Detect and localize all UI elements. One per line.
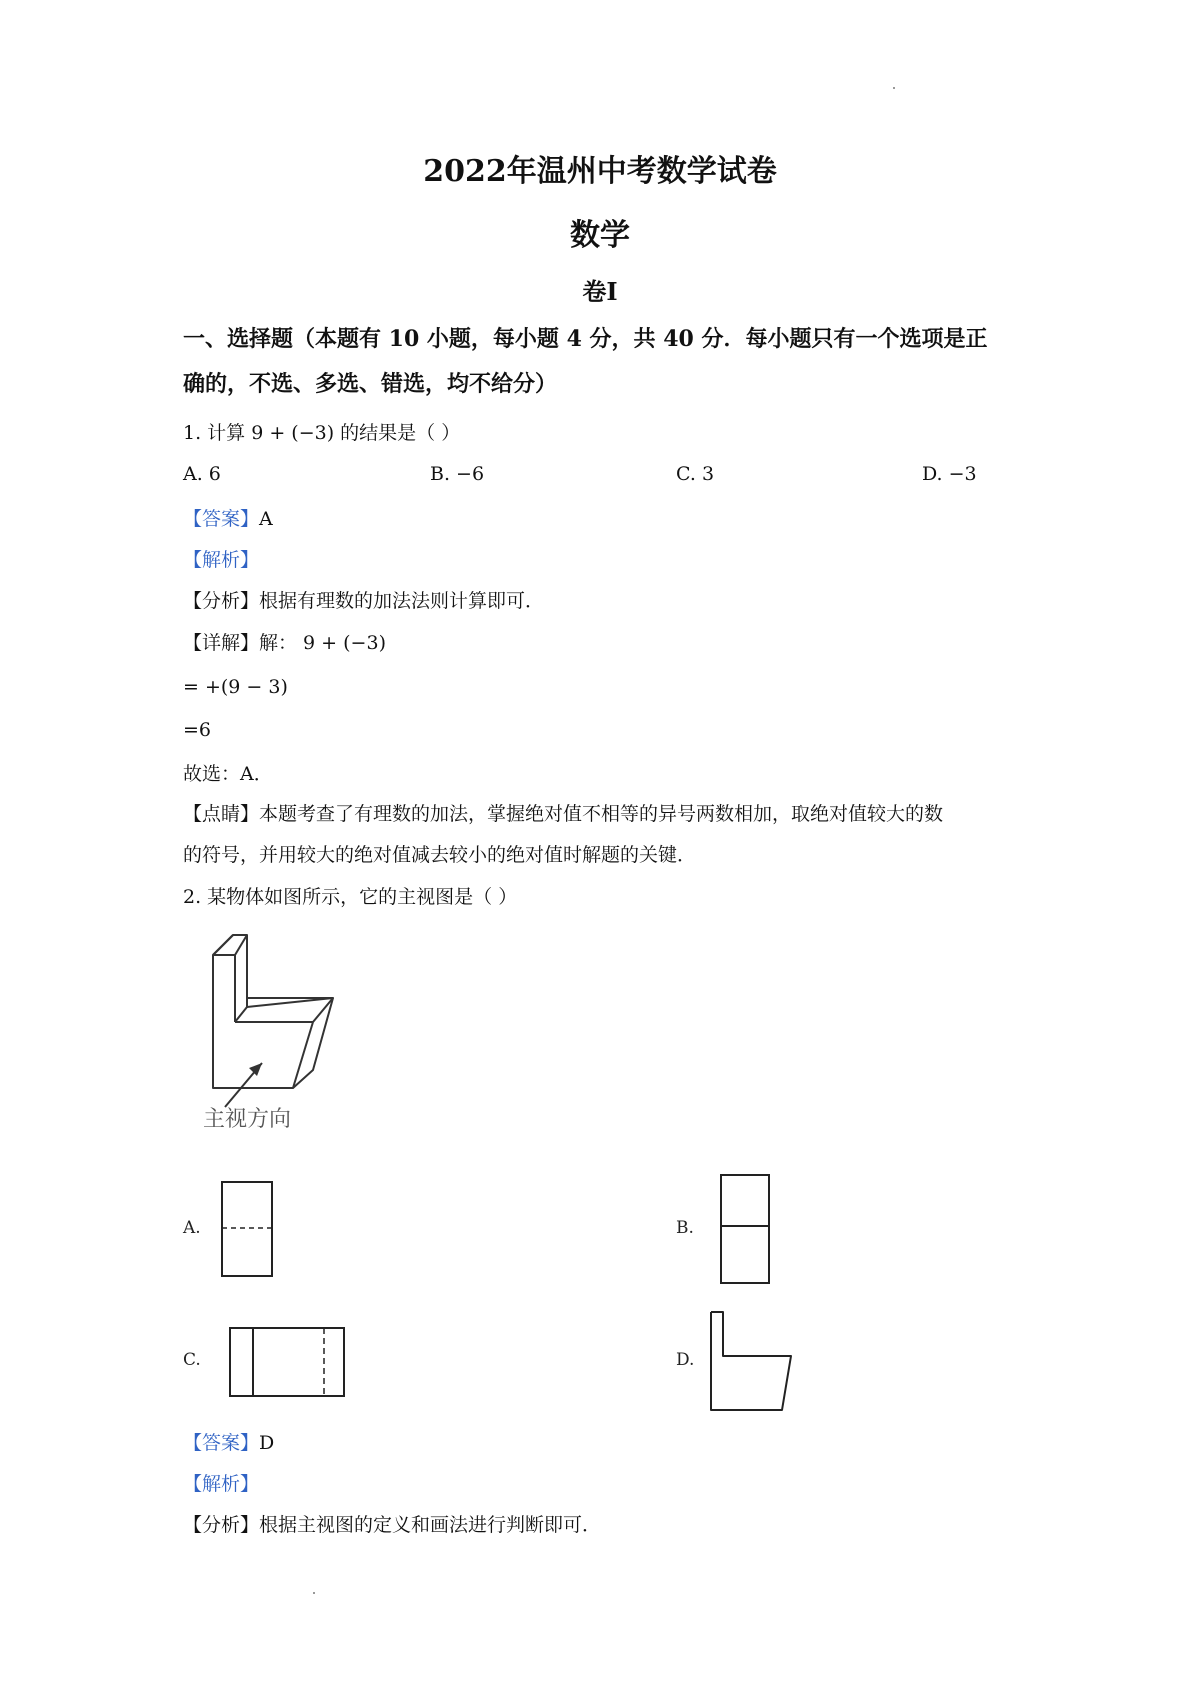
q1-answer: A	[259, 508, 273, 530]
page-title: 2022年温州中考数学试卷	[423, 154, 777, 189]
q2-option-a-label: A.	[183, 1218, 201, 1238]
q1-answer-tag: 【答案】	[183, 508, 260, 530]
q1-answer-row	[183, 504, 273, 531]
q1-conclusion: 故选：A．	[183, 763, 273, 785]
q2-fenxi-row	[183, 1510, 601, 1537]
q1-step2: =6	[183, 719, 212, 741]
volume-title: 卷Ⅰ	[582, 277, 618, 306]
q2-fenxi-tag: 【分析】	[183, 1514, 260, 1536]
scan-dot-top	[893, 87, 895, 89]
q1-xiangjie-row	[183, 628, 386, 655]
q2-analysis-tag: 【解析】	[183, 1473, 260, 1495]
q1-option-a: A. 6	[183, 463, 221, 485]
subject-title: 数学	[570, 218, 630, 253]
q2-stem: 2. 某物体如图所示，它的主视图是（ ）	[183, 886, 518, 908]
q2-option-c-label: C.	[183, 1350, 201, 1370]
q2-option-b-figure	[719, 1173, 779, 1288]
q1-fenxi: 根据有理数的加法法则计算即可．	[259, 590, 545, 612]
arrow-head-icon	[249, 1063, 262, 1076]
q1-xiangjie: 解： 9 + (−3)	[259, 632, 386, 654]
section-heading-line1: 一、选择题（本题有 10 小题，每小题 4 分，共 40 分．每小题只有一个选项是正	[183, 326, 988, 352]
q1-fenxi-tag: 【分析】	[183, 590, 260, 612]
q2-option-d-figure	[709, 1310, 799, 1420]
q1-xiangjie-tag: 【详解】	[183, 632, 260, 654]
scan-dot-bottom	[313, 1592, 315, 1594]
q1-analysis-tag: 【解析】	[183, 549, 260, 571]
q1-dianjing-tag: 【点睛】	[183, 803, 260, 825]
q1-step1: = +(9 − 3)	[183, 676, 288, 698]
q2-fenxi: 根据主视图的定义和画法进行判断即可．	[259, 1514, 602, 1536]
q2-option-d-label: D.	[676, 1350, 695, 1370]
q2-answer: D	[259, 1432, 275, 1454]
figure-caption: 主视方向	[203, 1107, 292, 1132]
q2-answer-tag: 【答案】	[183, 1432, 260, 1454]
section-heading-line2: 确的，不选、多选、错选，均不给分）	[183, 371, 558, 397]
q2-option-c-figure	[228, 1326, 348, 1400]
q1-option-b: B. −6	[430, 463, 485, 485]
q1-dianjing-line2: 的符号，并用较大的绝对值减去较小的绝对值时解题的关键．	[183, 844, 697, 866]
q1-dianjing-row	[183, 799, 943, 826]
q1-fenxi-row	[183, 586, 544, 613]
q2-option-a-figure	[220, 1180, 280, 1280]
q1-option-d: D. −3	[922, 463, 977, 485]
q1-option-c: C. 3	[676, 463, 715, 485]
q1-dianjing-line1: 本题考查了有理数的加法，掌握绝对值不相等的异号两数相加，取绝对值较大的数	[259, 803, 944, 825]
q2-answer-row	[183, 1428, 274, 1455]
q1-stem: 1. 计算 9 + (−3) 的结果是（ ）	[183, 422, 461, 444]
q2-option-b-label: B.	[676, 1218, 694, 1238]
